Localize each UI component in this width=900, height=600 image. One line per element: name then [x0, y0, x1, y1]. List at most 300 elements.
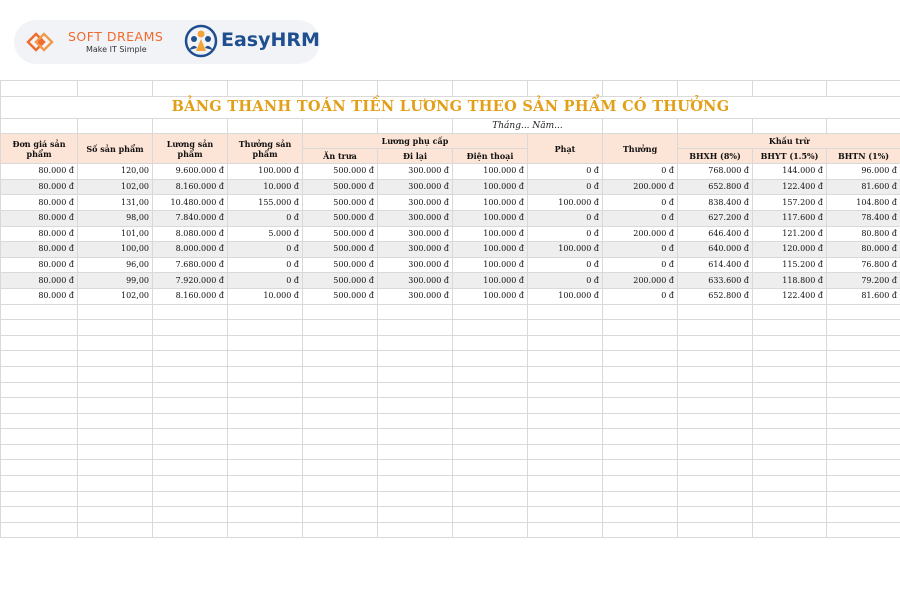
empty-cell[interactable]	[528, 507, 603, 523]
empty-cell[interactable]	[378, 304, 453, 320]
table-cell[interactable]: 500.000 đ	[303, 273, 378, 289]
table-cell[interactable]: 300.000 đ	[378, 210, 453, 226]
table-cell[interactable]: 98,00	[78, 210, 153, 226]
empty-cell[interactable]	[1, 460, 78, 476]
empty-cell[interactable]	[378, 351, 453, 367]
empty-cell[interactable]	[528, 429, 603, 445]
table-cell[interactable]: 99,00	[78, 273, 153, 289]
table-cell[interactable]: 80.800 đ	[827, 226, 900, 242]
empty-cell[interactable]	[78, 320, 153, 336]
empty-cell[interactable]	[153, 320, 228, 336]
empty-cell[interactable]	[303, 351, 378, 367]
table-cell[interactable]: 100.000 đ	[528, 242, 603, 258]
empty-cell[interactable]	[1, 476, 78, 492]
table-cell[interactable]: 0 đ	[528, 179, 603, 195]
table-cell[interactable]: 7.680.000 đ	[153, 257, 228, 273]
header-so-san-pham[interactable]: Số sản phẩm	[78, 134, 153, 164]
empty-cell[interactable]	[378, 413, 453, 429]
empty-cell[interactable]	[228, 398, 303, 414]
empty-cell[interactable]	[453, 335, 528, 351]
table-cell[interactable]: 100.000 đ	[453, 242, 528, 258]
empty-cell[interactable]	[827, 382, 900, 398]
empty-cell[interactable]	[378, 335, 453, 351]
empty-cell[interactable]	[528, 382, 603, 398]
table-cell[interactable]: 100,00	[78, 242, 153, 258]
empty-cell[interactable]	[678, 351, 753, 367]
empty-cell[interactable]	[453, 366, 528, 382]
table-cell[interactable]: 614.400 đ	[678, 257, 753, 273]
table-cell[interactable]: 117.600 đ	[753, 210, 827, 226]
empty-cell[interactable]	[827, 491, 900, 507]
empty-cell[interactable]	[827, 320, 900, 336]
empty-cell[interactable]	[303, 522, 378, 538]
empty-cell[interactable]	[153, 429, 228, 445]
table-cell[interactable]: 80.000 đ	[1, 257, 78, 273]
empty-cell[interactable]	[1, 320, 78, 336]
empty-cell[interactable]	[1, 413, 78, 429]
table-cell[interactable]: 10.000 đ	[228, 288, 303, 304]
empty-cell[interactable]	[228, 476, 303, 492]
empty-cell[interactable]	[228, 366, 303, 382]
empty-cell[interactable]	[678, 335, 753, 351]
empty-cell[interactable]	[78, 382, 153, 398]
empty-cell[interactable]	[378, 444, 453, 460]
table-cell[interactable]: 0 đ	[228, 273, 303, 289]
table-cell[interactable]: 80.000 đ	[1, 288, 78, 304]
table-cell[interactable]: 100.000 đ	[453, 179, 528, 195]
empty-cell[interactable]	[303, 429, 378, 445]
table-cell[interactable]: 102,00	[78, 179, 153, 195]
empty-cell[interactable]	[678, 382, 753, 398]
empty-cell[interactable]	[827, 366, 900, 382]
empty-cell[interactable]	[528, 491, 603, 507]
empty-cell[interactable]	[603, 398, 678, 414]
empty-cell[interactable]	[78, 444, 153, 460]
empty-cell[interactable]	[78, 476, 153, 492]
empty-cell[interactable]	[753, 398, 827, 414]
empty-cell[interactable]	[1, 522, 78, 538]
empty-cell[interactable]	[228, 460, 303, 476]
empty-cell[interactable]	[78, 460, 153, 476]
empty-cell[interactable]	[228, 351, 303, 367]
empty-cell[interactable]	[303, 491, 378, 507]
table-cell[interactable]: 0 đ	[528, 226, 603, 242]
empty-cell[interactable]	[1, 491, 78, 507]
empty-cell[interactable]	[753, 491, 827, 507]
table-cell[interactable]: 79.200 đ	[827, 273, 900, 289]
table-cell[interactable]: 0 đ	[603, 195, 678, 211]
empty-cell[interactable]	[528, 413, 603, 429]
table-cell[interactable]: 7.840.000 đ	[153, 210, 228, 226]
empty-cell[interactable]	[678, 491, 753, 507]
table-cell[interactable]: 102,00	[78, 288, 153, 304]
empty-cell[interactable]	[753, 476, 827, 492]
table-cell[interactable]: 78.400 đ	[827, 210, 900, 226]
table-cell[interactable]: 500.000 đ	[303, 257, 378, 273]
table-cell[interactable]: 120,00	[78, 164, 153, 180]
empty-cell[interactable]	[603, 491, 678, 507]
empty-cell[interactable]	[303, 382, 378, 398]
table-cell[interactable]: 300.000 đ	[378, 179, 453, 195]
table-cell[interactable]: 104.800 đ	[827, 195, 900, 211]
empty-cell[interactable]	[528, 320, 603, 336]
table-cell[interactable]: 157.200 đ	[753, 195, 827, 211]
empty-cell[interactable]	[453, 444, 528, 460]
table-cell[interactable]: 8.160.000 đ	[153, 179, 228, 195]
empty-cell[interactable]	[453, 398, 528, 414]
empty-cell[interactable]	[678, 366, 753, 382]
empty-cell[interactable]	[678, 507, 753, 523]
empty-cell[interactable]	[603, 382, 678, 398]
empty-cell[interactable]	[1, 382, 78, 398]
empty-cell[interactable]	[378, 522, 453, 538]
table-cell[interactable]: 9.600.000 đ	[153, 164, 228, 180]
empty-cell[interactable]	[378, 398, 453, 414]
empty-cell[interactable]	[827, 507, 900, 523]
empty-cell[interactable]	[378, 382, 453, 398]
empty-cell[interactable]	[678, 304, 753, 320]
empty-cell[interactable]	[378, 491, 453, 507]
empty-cell[interactable]	[153, 444, 228, 460]
table-cell[interactable]: 300.000 đ	[378, 164, 453, 180]
empty-cell[interactable]	[678, 460, 753, 476]
empty-cell[interactable]	[827, 522, 900, 538]
table-cell[interactable]: 8.080.000 đ	[153, 226, 228, 242]
empty-cell[interactable]	[753, 522, 827, 538]
table-cell[interactable]: 80.000 đ	[1, 226, 78, 242]
table-cell[interactable]: 131,00	[78, 195, 153, 211]
table-cell[interactable]: 100.000 đ	[228, 164, 303, 180]
table-cell[interactable]: 500.000 đ	[303, 242, 378, 258]
table-cell[interactable]: 81.600 đ	[827, 288, 900, 304]
table-cell[interactable]: 0 đ	[528, 164, 603, 180]
empty-cell[interactable]	[303, 413, 378, 429]
header-dien-thoai[interactable]: Điện thoại	[453, 149, 528, 164]
header-khau-tru[interactable]: Khấu trừ	[678, 134, 900, 149]
empty-cell[interactable]	[153, 351, 228, 367]
header-bhyt[interactable]: BHYT (1.5%)	[753, 149, 827, 164]
empty-cell[interactable]	[78, 507, 153, 523]
empty-cell[interactable]	[78, 491, 153, 507]
empty-cell[interactable]	[678, 476, 753, 492]
empty-cell[interactable]	[678, 320, 753, 336]
empty-cell[interactable]	[753, 460, 827, 476]
empty-cell[interactable]	[303, 444, 378, 460]
empty-cell[interactable]	[827, 413, 900, 429]
empty-cell[interactable]	[528, 335, 603, 351]
table-cell[interactable]: 121.200 đ	[753, 226, 827, 242]
empty-cell[interactable]	[378, 476, 453, 492]
empty-cell[interactable]	[753, 366, 827, 382]
empty-cell[interactable]	[603, 476, 678, 492]
table-cell[interactable]: 0 đ	[603, 210, 678, 226]
empty-cell[interactable]	[827, 444, 900, 460]
empty-cell[interactable]	[153, 522, 228, 538]
empty-cell[interactable]	[603, 429, 678, 445]
table-cell[interactable]: 500.000 đ	[303, 210, 378, 226]
empty-cell[interactable]	[528, 398, 603, 414]
table-cell[interactable]: 96,00	[78, 257, 153, 273]
empty-cell[interactable]	[453, 413, 528, 429]
table-cell[interactable]: 300.000 đ	[378, 195, 453, 211]
empty-cell[interactable]	[153, 382, 228, 398]
table-cell[interactable]: 100.000 đ	[453, 226, 528, 242]
empty-cell[interactable]	[753, 320, 827, 336]
table-cell[interactable]: 80.000 đ	[1, 179, 78, 195]
header-bhxh[interactable]: BHXH (8%)	[678, 149, 753, 164]
empty-cell[interactable]	[753, 444, 827, 460]
table-cell[interactable]: 101,00	[78, 226, 153, 242]
empty-cell[interactable]	[603, 320, 678, 336]
table-cell[interactable]: 500.000 đ	[303, 164, 378, 180]
empty-cell[interactable]	[153, 413, 228, 429]
table-cell[interactable]: 0 đ	[603, 257, 678, 273]
empty-cell[interactable]	[153, 398, 228, 414]
table-cell[interactable]: 300.000 đ	[378, 273, 453, 289]
empty-cell[interactable]	[228, 429, 303, 445]
empty-cell[interactable]	[1, 366, 78, 382]
empty-cell[interactable]	[303, 507, 378, 523]
table-cell[interactable]: 8.160.000 đ	[153, 288, 228, 304]
empty-cell[interactable]	[827, 351, 900, 367]
empty-cell[interactable]	[378, 460, 453, 476]
empty-cell[interactable]	[1, 335, 78, 351]
empty-cell[interactable]	[827, 476, 900, 492]
empty-cell[interactable]	[453, 351, 528, 367]
table-cell[interactable]: 155.000 đ	[228, 195, 303, 211]
empty-cell[interactable]	[228, 491, 303, 507]
header-thuong-san-pham[interactable]: Thưởng sản phẩm	[228, 134, 303, 164]
empty-cell[interactable]	[603, 460, 678, 476]
table-cell[interactable]: 500.000 đ	[303, 288, 378, 304]
empty-cell[interactable]	[303, 304, 378, 320]
table-cell[interactable]: 115.200 đ	[753, 257, 827, 273]
empty-cell[interactable]	[753, 507, 827, 523]
table-cell[interactable]: 80.000 đ	[827, 242, 900, 258]
header-luong-san-pham[interactable]: Lương sản phẩm	[153, 134, 228, 164]
empty-cell[interactable]	[303, 398, 378, 414]
empty-cell[interactable]	[453, 522, 528, 538]
table-cell[interactable]: 500.000 đ	[303, 195, 378, 211]
empty-cell[interactable]	[153, 491, 228, 507]
empty-cell[interactable]	[453, 491, 528, 507]
table-cell[interactable]: 100.000 đ	[453, 210, 528, 226]
empty-cell[interactable]	[528, 351, 603, 367]
table-cell[interactable]: 10.480.000 đ	[153, 195, 228, 211]
empty-cell[interactable]	[153, 335, 228, 351]
empty-cell[interactable]	[453, 320, 528, 336]
empty-cell[interactable]	[603, 413, 678, 429]
empty-cell[interactable]	[303, 320, 378, 336]
table-cell[interactable]: 100.000 đ	[453, 288, 528, 304]
empty-cell[interactable]	[453, 304, 528, 320]
table-cell[interactable]: 10.000 đ	[228, 179, 303, 195]
empty-cell[interactable]	[378, 507, 453, 523]
table-cell[interactable]: 76.800 đ	[827, 257, 900, 273]
empty-cell[interactable]	[378, 320, 453, 336]
empty-cell[interactable]	[303, 460, 378, 476]
empty-cell[interactable]	[753, 335, 827, 351]
empty-cell[interactable]	[378, 366, 453, 382]
empty-cell[interactable]	[453, 460, 528, 476]
empty-cell[interactable]	[1, 398, 78, 414]
empty-cell[interactable]	[528, 366, 603, 382]
empty-cell[interactable]	[1, 351, 78, 367]
table-cell[interactable]: 500.000 đ	[303, 179, 378, 195]
table-cell[interactable]: 80.000 đ	[1, 210, 78, 226]
empty-cell[interactable]	[153, 366, 228, 382]
table-cell[interactable]: 8.000.000 đ	[153, 242, 228, 258]
empty-cell[interactable]	[78, 522, 153, 538]
empty-cell[interactable]	[78, 335, 153, 351]
table-cell[interactable]: 300.000 đ	[378, 242, 453, 258]
table-cell[interactable]: 200.000 đ	[603, 226, 678, 242]
table-cell[interactable]: 120.000 đ	[753, 242, 827, 258]
empty-cell[interactable]	[603, 351, 678, 367]
empty-cell[interactable]	[528, 522, 603, 538]
empty-cell[interactable]	[78, 304, 153, 320]
table-cell[interactable]: 646.400 đ	[678, 226, 753, 242]
empty-cell[interactable]	[603, 507, 678, 523]
empty-cell[interactable]	[678, 444, 753, 460]
empty-cell[interactable]	[153, 507, 228, 523]
header-thuong[interactable]: Thưởng	[603, 134, 678, 164]
table-cell[interactable]: 81.600 đ	[827, 179, 900, 195]
empty-cell[interactable]	[228, 304, 303, 320]
table-cell[interactable]: 300.000 đ	[378, 257, 453, 273]
empty-cell[interactable]	[827, 304, 900, 320]
header-don-gia[interactable]: Đơn giá sản phẩm	[1, 134, 78, 164]
empty-cell[interactable]	[528, 476, 603, 492]
empty-cell[interactable]	[678, 413, 753, 429]
table-cell[interactable]: 100.000 đ	[528, 195, 603, 211]
table-cell[interactable]: 80.000 đ	[1, 273, 78, 289]
empty-cell[interactable]	[1, 304, 78, 320]
empty-cell[interactable]	[528, 444, 603, 460]
empty-cell[interactable]	[228, 507, 303, 523]
sheet-subtitle[interactable]: Tháng... Năm...	[453, 118, 603, 134]
empty-cell[interactable]	[378, 429, 453, 445]
empty-cell[interactable]	[753, 304, 827, 320]
empty-cell[interactable]	[603, 444, 678, 460]
header-di-lai[interactable]: Đi lại	[378, 149, 453, 164]
header-an-trua[interactable]: Ăn trưa	[303, 149, 378, 164]
table-cell[interactable]: 100.000 đ	[453, 257, 528, 273]
empty-cell[interactable]	[453, 382, 528, 398]
empty-cell[interactable]	[228, 320, 303, 336]
empty-cell[interactable]	[678, 429, 753, 445]
table-cell[interactable]: 100.000 đ	[453, 273, 528, 289]
empty-cell[interactable]	[228, 522, 303, 538]
empty-cell[interactable]	[1, 507, 78, 523]
table-cell[interactable]: 7.920.000 đ	[153, 273, 228, 289]
empty-cell[interactable]	[827, 398, 900, 414]
header-phat[interactable]: Phạt	[528, 134, 603, 164]
empty-cell[interactable]	[603, 335, 678, 351]
empty-cell[interactable]	[303, 366, 378, 382]
empty-cell[interactable]	[153, 304, 228, 320]
empty-cell[interactable]	[78, 351, 153, 367]
empty-cell[interactable]	[228, 413, 303, 429]
table-cell[interactable]: 80.000 đ	[1, 242, 78, 258]
table-cell[interactable]: 0 đ	[228, 210, 303, 226]
empty-cell[interactable]	[753, 429, 827, 445]
empty-cell[interactable]	[603, 366, 678, 382]
table-cell[interactable]: 200.000 đ	[603, 273, 678, 289]
table-cell[interactable]: 96.000 đ	[827, 164, 900, 180]
table-cell[interactable]: 633.600 đ	[678, 273, 753, 289]
empty-cell[interactable]	[603, 522, 678, 538]
table-cell[interactable]: 838.400 đ	[678, 195, 753, 211]
table-cell[interactable]: 200.000 đ	[603, 179, 678, 195]
empty-cell[interactable]	[678, 398, 753, 414]
empty-cell[interactable]	[153, 460, 228, 476]
empty-cell[interactable]	[78, 398, 153, 414]
header-bhtn[interactable]: BHTN (1%)	[827, 149, 900, 164]
table-cell[interactable]: 5.000 đ	[228, 226, 303, 242]
table-cell[interactable]: 0 đ	[528, 210, 603, 226]
empty-cell[interactable]	[303, 335, 378, 351]
table-cell[interactable]: 768.000 đ	[678, 164, 753, 180]
table-cell[interactable]: 122.400 đ	[753, 288, 827, 304]
empty-cell[interactable]	[827, 460, 900, 476]
table-cell[interactable]: 122.400 đ	[753, 179, 827, 195]
table-cell[interactable]: 652.800 đ	[678, 179, 753, 195]
empty-cell[interactable]	[453, 507, 528, 523]
empty-cell[interactable]	[228, 335, 303, 351]
table-cell[interactable]: 100.000 đ	[528, 288, 603, 304]
empty-cell[interactable]	[678, 522, 753, 538]
table-cell[interactable]: 0 đ	[603, 242, 678, 258]
empty-cell[interactable]	[453, 429, 528, 445]
empty-cell[interactable]	[827, 429, 900, 445]
table-cell[interactable]: 100.000 đ	[453, 195, 528, 211]
empty-cell[interactable]	[753, 351, 827, 367]
header-luong-phu-cap[interactable]: Lương phụ cấp	[303, 134, 528, 149]
table-cell[interactable]: 80.000 đ	[1, 195, 78, 211]
empty-cell[interactable]	[303, 476, 378, 492]
empty-cell[interactable]	[228, 382, 303, 398]
empty-cell[interactable]	[78, 366, 153, 382]
empty-cell[interactable]	[228, 444, 303, 460]
empty-cell[interactable]	[1, 444, 78, 460]
table-cell[interactable]: 0 đ	[603, 288, 678, 304]
table-cell[interactable]: 100.000 đ	[453, 164, 528, 180]
table-cell[interactable]: 500.000 đ	[303, 226, 378, 242]
table-cell[interactable]: 652.800 đ	[678, 288, 753, 304]
table-cell[interactable]: 300.000 đ	[378, 288, 453, 304]
table-cell[interactable]: 0 đ	[228, 257, 303, 273]
sheet-title[interactable]: BẢNG THANH TOÁN TIỀN LƯƠNG THEO SẢN PHẨM CÓ THƯỞNG	[1, 96, 900, 118]
table-cell[interactable]: 0 đ	[528, 257, 603, 273]
empty-cell[interactable]	[603, 304, 678, 320]
table-cell[interactable]: 0 đ	[528, 273, 603, 289]
empty-cell[interactable]	[153, 476, 228, 492]
empty-cell[interactable]	[528, 460, 603, 476]
table-cell[interactable]: 80.000 đ	[1, 164, 78, 180]
table-cell[interactable]: 300.000 đ	[378, 226, 453, 242]
empty-cell[interactable]	[453, 476, 528, 492]
empty-cell[interactable]	[1, 429, 78, 445]
empty-cell[interactable]	[78, 429, 153, 445]
table-cell[interactable]: 144.000 đ	[753, 164, 827, 180]
empty-cell[interactable]	[753, 413, 827, 429]
empty-cell[interactable]	[78, 413, 153, 429]
table-cell[interactable]: 640.000 đ	[678, 242, 753, 258]
empty-cell[interactable]	[753, 382, 827, 398]
table-cell[interactable]: 627.200 đ	[678, 210, 753, 226]
table-cell[interactable]: 118.800 đ	[753, 273, 827, 289]
